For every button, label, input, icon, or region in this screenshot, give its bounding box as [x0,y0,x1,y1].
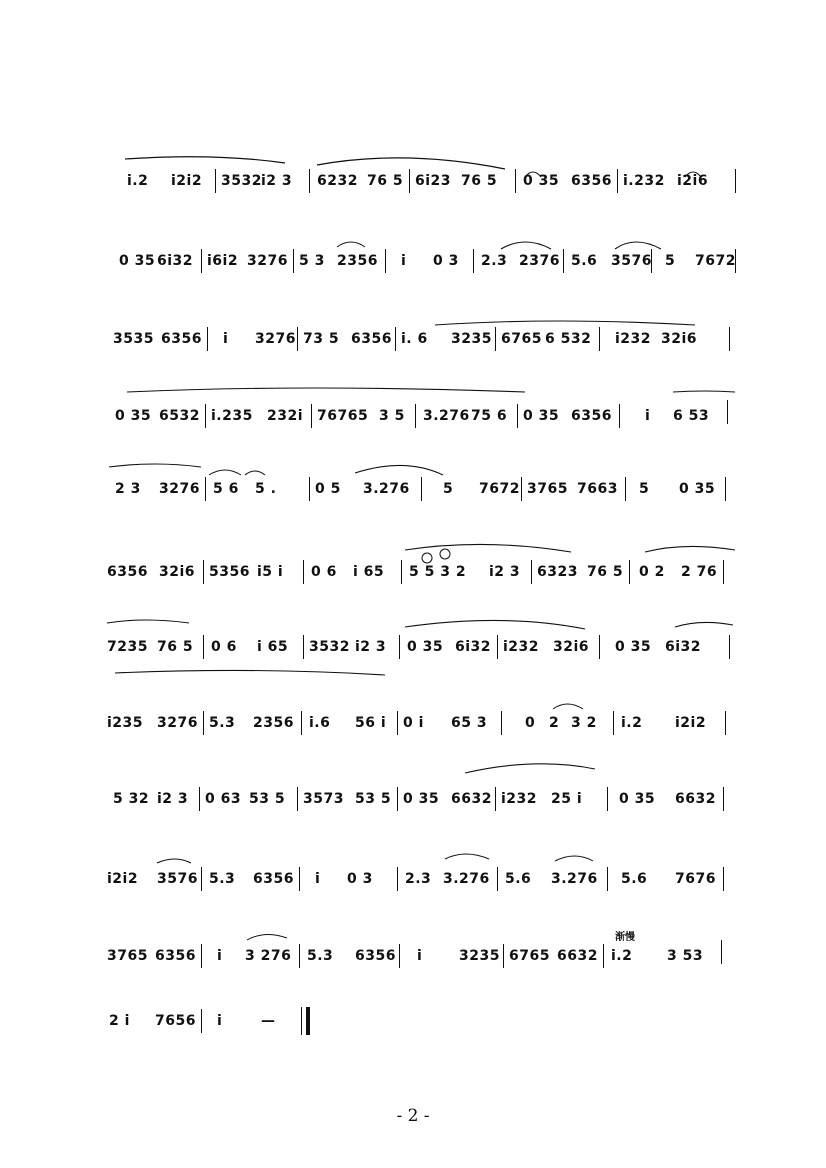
note-group: 0 35 [619,791,656,807]
note-group: i232 [501,791,538,807]
note-group: i 65 [257,639,289,655]
note-group: 3.276 [551,871,598,887]
note-group: 3535 [113,331,154,347]
bar-line [401,560,402,584]
note-group: 73 5 [303,331,340,347]
note-group: 232i [267,408,304,424]
bar-line [497,635,498,659]
note-group: 76 5 [587,564,624,580]
bar-line [495,327,496,351]
bar-line [199,787,200,811]
note-group: 3532 [309,639,350,655]
note-group: 3765 [107,948,148,964]
note-group: 2356 [337,253,378,269]
staff-line [105,155,745,215]
note-group: 5.3 [209,715,236,731]
note-group: 3573 [303,791,344,807]
note-group: 6356 [355,948,396,964]
note-group: 0 5 [315,481,341,497]
note-group: 0 6 [211,639,237,655]
note-group: i2i6 [677,173,709,189]
bar-line [299,944,300,968]
note-group: 6356 [107,564,148,580]
note-group: 7235 [107,639,148,655]
bar-line [607,787,608,811]
note-group: 3.276 [443,871,490,887]
bar-line [201,249,202,273]
note-group: i235 [107,715,144,731]
note-group: 0 3 [433,253,459,269]
note-group: i. 6 [401,331,428,347]
bar-line [311,404,312,428]
note-group: 3276 [255,331,296,347]
note-group: 32i6 [159,564,196,580]
bar-line [399,944,400,968]
staff-line [105,853,745,913]
note-group: 7656 [155,1013,196,1029]
note-group: 76 5 [157,639,194,655]
note-group: 3 5 [379,408,405,424]
note-group: 5356 [209,564,250,580]
bar-line [603,944,604,968]
note-group: 2 76 [681,564,718,580]
bar-line [303,560,304,584]
bar-line [629,560,630,584]
note-group: 6i32 [157,253,194,269]
bar-line [617,169,618,193]
note-group: 3532 [221,173,262,189]
note-group: i.235 [211,408,253,424]
note-group: i2i2 [675,715,707,731]
bar-line [201,867,202,891]
note-group: i5 i [257,564,284,580]
note-group: i.2 [611,948,633,964]
note-group: i [223,331,229,347]
note-group: 0 35 [615,639,652,655]
note-group: 6 53 [673,408,710,424]
note-group: 53 5 [249,791,286,807]
note-group: 3576 [611,253,652,269]
note-group: 5.3 [209,871,236,887]
note-group: 3235 [451,331,492,347]
note-group: 0 3 [347,871,373,887]
note-group: 5 6 [213,481,239,497]
bar-line [607,867,608,891]
bar-line [599,635,600,659]
note-group: i [645,408,651,424]
note-group: i232 [503,639,540,655]
bar-line [563,249,564,273]
bar-line [309,477,310,501]
note-group: 6i23 [415,173,452,189]
bar-line [723,560,724,584]
note-group: 6356 [351,331,392,347]
bar-line [205,477,206,501]
bar-line [297,787,298,811]
note-group: 5 32 [113,791,150,807]
note-group: 6632 [675,791,716,807]
staff-line [105,390,745,450]
note-group: 2.3 [481,253,508,269]
note-group: 6356 [571,408,612,424]
note-group: 2 [549,715,560,731]
bar-line [205,404,206,428]
note-group: 5.6 [505,871,532,887]
bar-line [395,327,396,351]
note-group: 0 35 [523,173,560,189]
staff-line [105,697,745,757]
note-group: 6532 [159,408,200,424]
note-group: 3.276 [363,481,410,497]
note-group: 0 63 [205,791,242,807]
note-group: i2i2 [107,871,139,887]
note-group: 7672 [695,253,736,269]
note-group: 5.6 [571,253,598,269]
note-group: 6765 [509,948,550,964]
note-group: 6632 [557,948,598,964]
note-group: 0 [525,715,536,731]
staff-line [105,313,745,373]
note-group: 0 35 [119,253,156,269]
note-group: i [217,948,223,964]
staff-line [105,235,745,295]
bar-line [203,635,204,659]
note-group: 5.3 [307,948,334,964]
note-group: 3276 [159,481,200,497]
note-group: 3 276 [245,948,292,964]
bar-line [299,867,300,891]
note-group: 32i6 [661,331,698,347]
note-group: i [217,1013,223,1029]
final-barline [301,1007,310,1035]
bar-line [293,249,294,273]
note-group: 0 35 [403,791,440,807]
bar-line [729,327,730,351]
note-group: 3 53 [667,948,704,964]
note-group: 6356 [253,871,294,887]
bar-line [297,327,298,351]
note-group: 0 35 [679,481,716,497]
bar-line [735,169,736,193]
note-group: 2 3 [115,481,141,497]
note-group: i.232 [623,173,665,189]
bar-line [517,404,518,428]
note-group: 53 5 [355,791,392,807]
bar-line [735,249,736,273]
note-group: 6i32 [665,639,702,655]
note-group: 2.3 [405,871,432,887]
note-group: 3 2 [571,715,597,731]
note-group: 0 2 [639,564,665,580]
note-group: 3276 [157,715,198,731]
note-group: 7663 [577,481,618,497]
bar-line [725,477,726,501]
note-group: i 65 [353,564,385,580]
note-group: i6i2 [207,253,239,269]
bar-line [421,477,422,501]
bar-line [531,560,532,584]
note-group: — [261,1013,276,1029]
bar-line [727,400,728,424]
note-group: i232 [615,331,652,347]
note-group: 2356 [253,715,294,731]
note-group: 5 [639,481,650,497]
note-group: 76765 [317,408,369,424]
note-group: 5 3 [299,253,325,269]
note-group: 3.276 [423,408,470,424]
phrase-markings [105,697,745,757]
bar-line [619,404,620,428]
note-group: i2 3 [157,791,189,807]
note-group: 76 5 [461,173,498,189]
note-group: 6765 [501,331,542,347]
note-group: 3235 [459,948,500,964]
note-group: i.6 [309,715,331,731]
note-group: 0 35 [115,408,152,424]
bar-line [651,249,652,273]
bar-line [201,944,202,968]
bar-line [397,867,398,891]
bar-line [599,327,600,351]
note-group: 6i32 [455,639,492,655]
note-group: i [315,871,321,887]
staff-line [105,995,745,1055]
note-group: 0 i [403,715,424,731]
note-group: 75 6 [471,408,508,424]
note-group: 2376 [519,253,560,269]
bar-line [729,635,730,659]
note-group: 6 532 [545,331,592,347]
bar-line [309,169,310,193]
note-group: i.2 [621,715,643,731]
note-group: 6323 [537,564,578,580]
note-group: i [417,948,423,964]
bar-line [723,787,724,811]
note-group: 6356 [155,948,196,964]
bar-line [207,327,208,351]
note-group: 7672 [479,481,520,497]
bar-line [521,477,522,501]
note-group: 25 i [551,791,583,807]
page-number: - 2 - [396,1106,430,1126]
staff-line [105,463,745,523]
staff-line [105,546,745,606]
note-group: 0 35 [523,408,560,424]
tempo-marking: 渐慢 [615,932,635,943]
note-group: 7676 [675,871,716,887]
note-group: 32i6 [553,639,590,655]
note-group: 5 5 3 2 [409,564,467,580]
bar-line [415,404,416,428]
bar-line [473,249,474,273]
bar-line [721,940,722,964]
note-group: i [401,253,407,269]
note-group: 6632 [451,791,492,807]
note-group: 3276 [247,253,288,269]
note-group: 6356 [161,331,202,347]
bar-line [723,867,724,891]
note-group: 5 [443,481,454,497]
note-group: 5 [665,253,676,269]
note-group: 0 6 [311,564,337,580]
staff-line [105,621,745,681]
bar-line [613,711,614,735]
note-group: i2 3 [489,564,521,580]
bar-line [409,169,410,193]
bar-line [503,944,504,968]
bar-line [397,787,398,811]
note-group: 6356 [571,173,612,189]
note-group: i2i2 [171,173,203,189]
note-group: i.2 [127,173,149,189]
bar-line [497,867,498,891]
bar-line [625,477,626,501]
note-group: 0 35 [407,639,444,655]
note-group: 3576 [157,871,198,887]
note-group: i2 3 [261,173,293,189]
note-group: 5 . [255,481,277,497]
note-group: 3765 [527,481,568,497]
bar-line [201,1009,202,1033]
bar-line [397,711,398,735]
bar-line [385,249,386,273]
bar-line [399,635,400,659]
bar-line [203,560,204,584]
bar-line [515,169,516,193]
bar-line [501,711,502,735]
bar-line [495,787,496,811]
note-group: 65 3 [451,715,488,731]
bar-line [215,169,216,193]
bar-line [203,711,204,735]
note-group: 76 5 [367,173,404,189]
staff-line [105,930,745,990]
note-group: i2 3 [355,639,387,655]
note-group: 56 i [355,715,387,731]
bar-line [725,711,726,735]
bar-line [303,635,304,659]
note-group: 6232 [317,173,358,189]
note-group: 5.6 [621,871,648,887]
staff-line [105,773,745,833]
note-group: 2 i [109,1013,130,1029]
bar-line [301,711,302,735]
